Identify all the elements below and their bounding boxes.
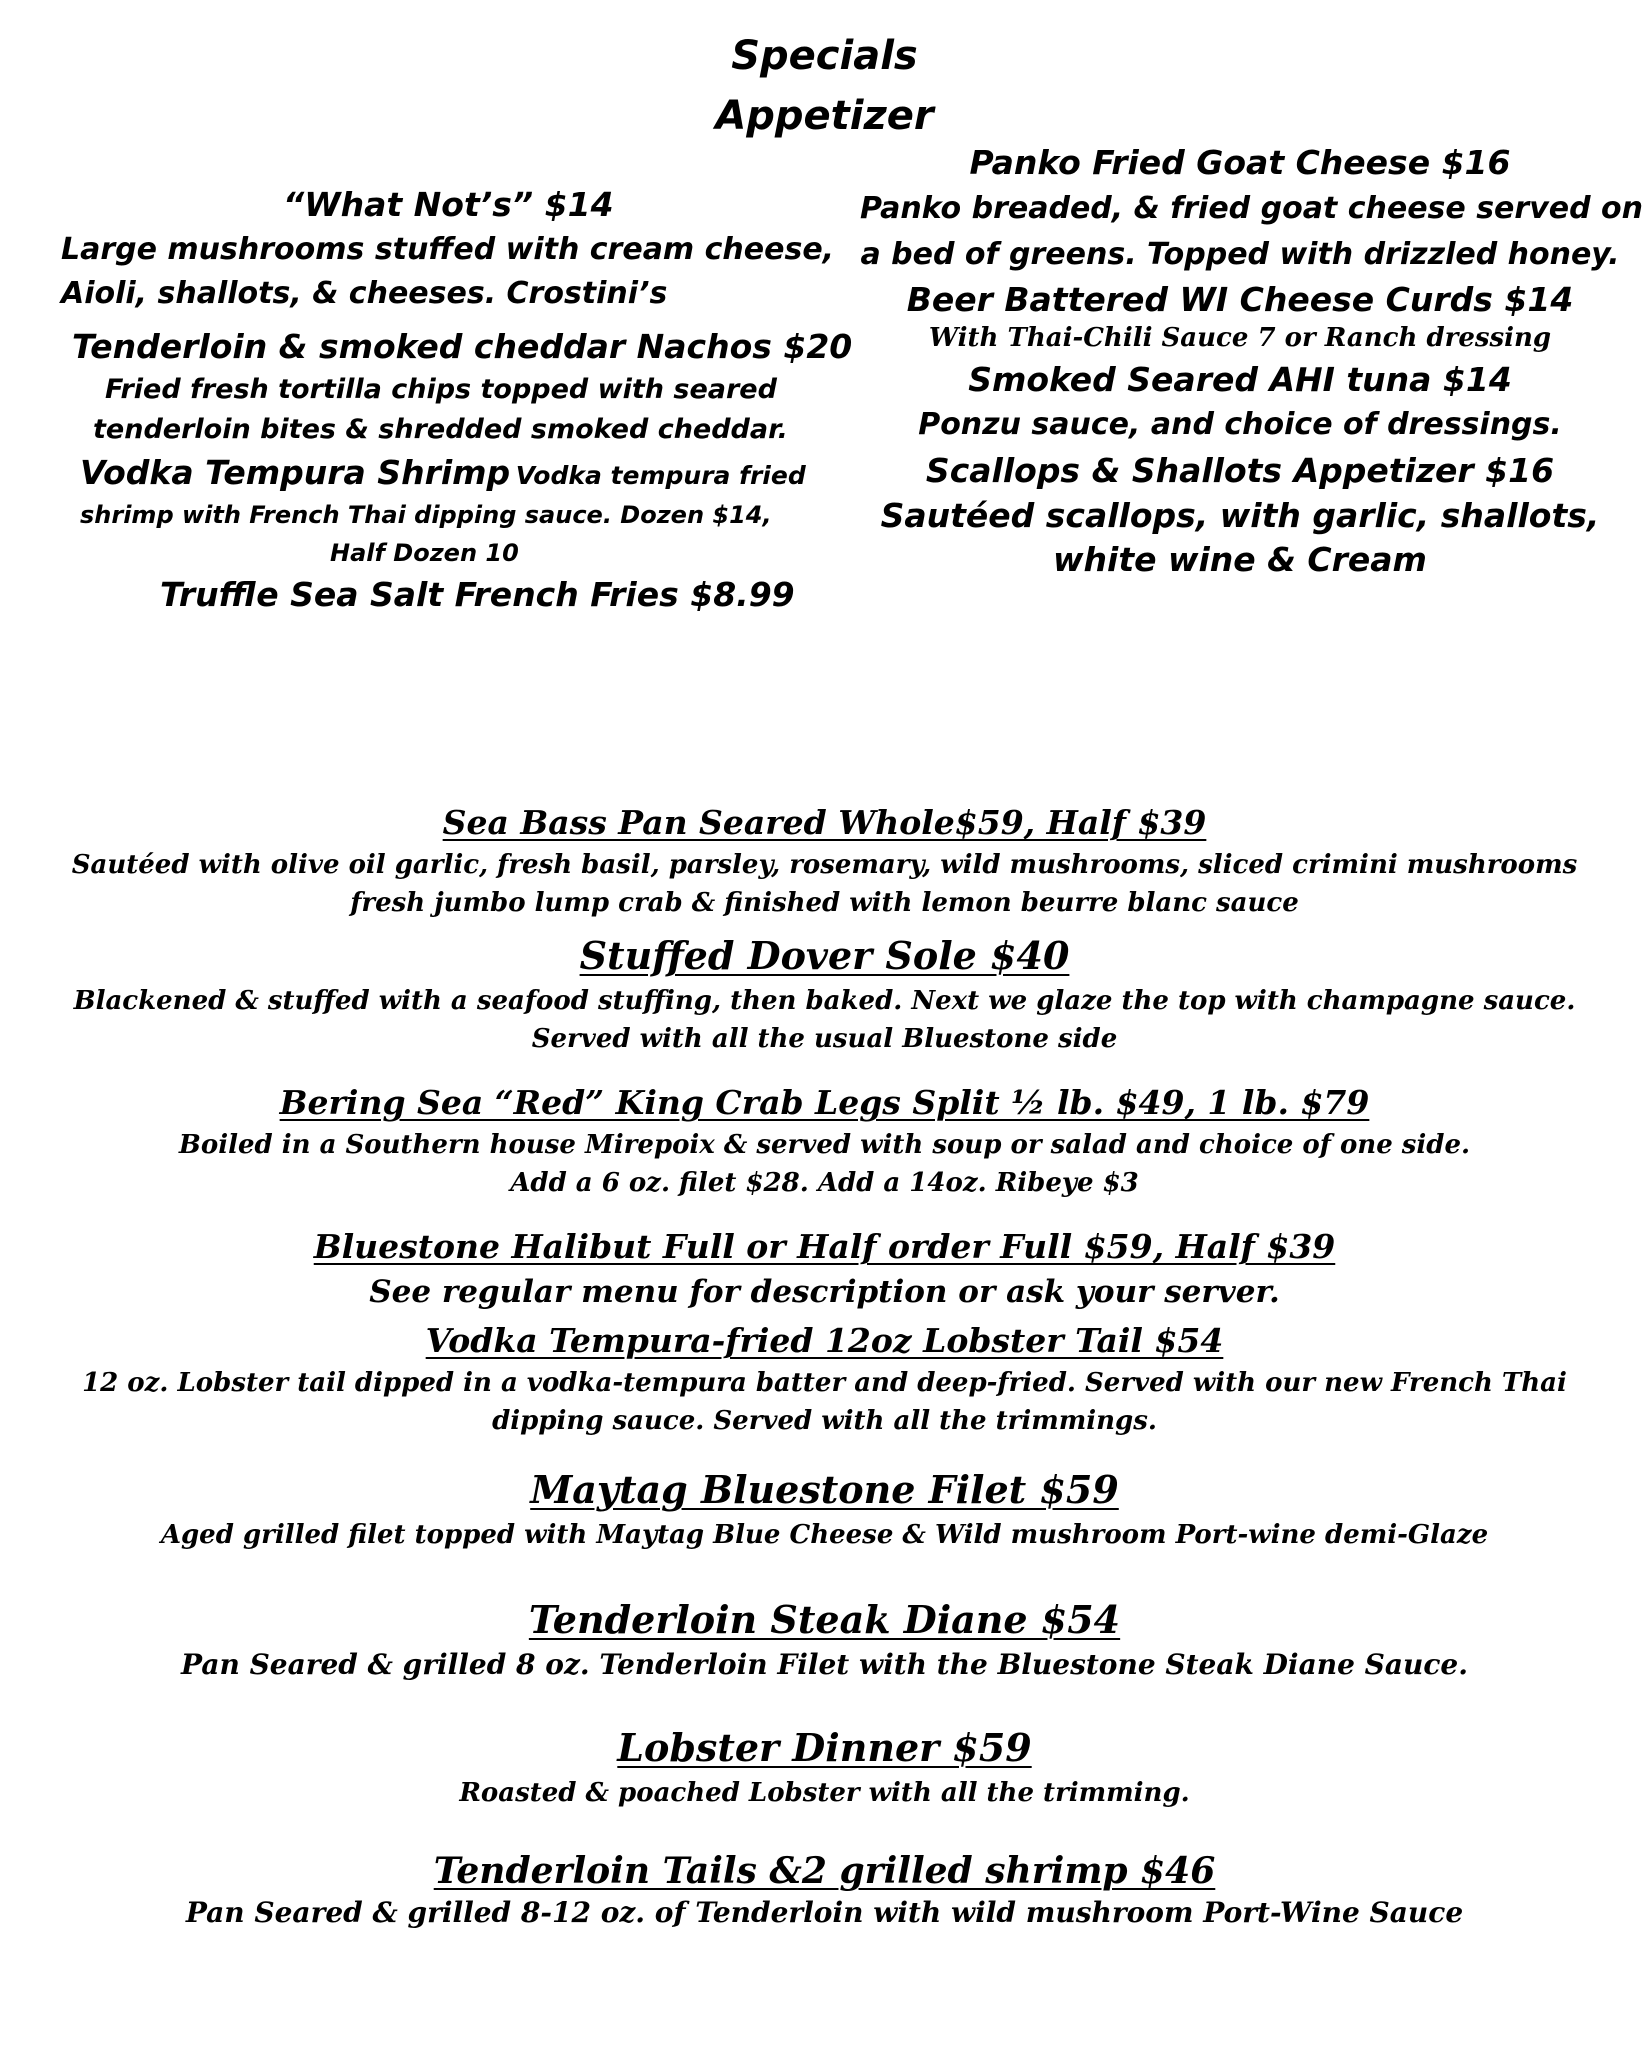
entree-item	[0, 1594, 1649, 1684]
entree-name: Tenderloin Steak Diane $54	[528, 1597, 1121, 1642]
entree-desc: Boiled in a Southern house Mirepoix & served with soup or salad and choice of one side.	[178, 1130, 1471, 1160]
entree-desc: Roasted & poached Lobster with all the trimming.	[459, 1778, 1190, 1808]
appetizer-desc: Fried fresh tortilla chips topped with seared	[105, 374, 777, 405]
entree-desc: Served with all the usual Bluestone side	[531, 1024, 1118, 1054]
section-title-appetizer: Appetizer	[715, 93, 934, 139]
appetizer-item	[40, 572, 840, 618]
appetizer-name: Smoked Seared AHI tuna $14	[968, 360, 1512, 399]
appetizer-desc: Half Dozen 10	[330, 539, 519, 567]
appetizer-name: Tenderloin & smoked cheddar Nachos $20	[72, 327, 853, 366]
appetizer-desc: a bed of greens. Topped with drizzled honey.	[860, 237, 1620, 272]
appetizer-item	[860, 140, 1643, 278]
entree-desc: See regular menu for description or ask your server.	[369, 1274, 1280, 1310]
entree-item	[0, 1722, 1649, 1812]
appetizer-desc: Vodka tempura fried	[515, 461, 806, 490]
entree-name: Bluestone Halibut Full or Half order Full $59, Half $39	[313, 1227, 1336, 1266]
appetizer-name: Scallops & Shallots Appetizer $16	[925, 451, 1555, 490]
appetizer-name: Panko Fried Goat Cheese $16	[969, 143, 1511, 182]
appetizer-desc: shrimp with French Thai dipping sauce. Dozen $14,	[80, 501, 772, 529]
appetizer-name: Vodka Tempura Shrimp	[80, 453, 511, 492]
appetizer-name: Truffle Sea Salt French Fries $8.99	[160, 575, 795, 614]
entree-item	[0, 800, 1649, 922]
entree-desc: Pan Seared & grilled 8-12 oz. of Tenderloin with wild mushroom Port-Wine Sauce	[185, 1896, 1464, 1929]
appetizer-item	[40, 450, 840, 572]
entree-item	[0, 930, 1649, 1058]
entree-desc: Pan Seared & grilled 8 oz. Tenderloin Filet with the Bluestone Steak Diane Sauce.	[181, 1648, 1468, 1681]
entree-name: Sea Bass Pan Seared Whole$59, Half $39	[442, 803, 1207, 842]
appetizer-desc: Panko breaded, & fried goat cheese served on	[860, 191, 1643, 226]
appetizer-desc: white wine & Cream	[1053, 540, 1427, 579]
appetizer-name: “What Not’s” $14	[283, 185, 614, 224]
appetizer-desc: Large mushrooms stuffed with cream cheese,	[61, 232, 835, 267]
appetizer-item	[860, 278, 1620, 354]
entree-desc: dipping sauce. Served with all the trimmings.	[492, 1406, 1157, 1436]
entree-desc: Sautéed with olive oil garlic, fresh basil, parsley, rosemary, wild mushrooms, sliced crimini mushrooms	[71, 850, 1578, 880]
entree-name: Maytag Bluestone Filet $59	[530, 1467, 1119, 1512]
entree-desc: Add a 6 oz. filet $28. Add a 14oz. Ribeye $3	[510, 1168, 1139, 1198]
entree-name: Lobster Dinner $59	[617, 1725, 1032, 1770]
entree-name: Tenderloin Tails &2 grilled shrimp $46	[433, 1850, 1216, 1892]
entree-name: Vodka Tempura-fried 12oz Lobster Tail $54	[425, 1321, 1224, 1360]
entree-desc: fresh jumbo lump crab & finished with lemon beurre blanc sauce	[350, 888, 1299, 918]
entree-desc: 12 oz. Lobster tail dipped in a vodka-tempura batter and deep-fried. Served with our new French Thai	[82, 1368, 1567, 1398]
entree-item	[0, 1080, 1649, 1202]
entree-name: Bering Sea “Red” King Crab Legs Split ½ lb. $49, 1 lb. $79	[279, 1083, 1370, 1122]
appetizer-desc: Aioli, shallots, & cheeses. Crostini’s	[61, 276, 668, 311]
entree-item	[0, 1848, 1649, 1932]
appetizer-item	[40, 182, 840, 316]
appetizer-desc: Ponzu sauce, and choice of dressings.	[918, 407, 1562, 442]
appetizer-item	[40, 324, 853, 450]
appetizers-right-column	[860, 140, 1643, 582]
entree-item	[0, 1318, 1649, 1440]
appetizer-desc: With Thai-Chili Sauce 7 or Ranch dressing	[928, 323, 1552, 353]
entree-specials	[0, 800, 1649, 1932]
entree-desc: Blackened & stuffed with a seafood stuffing, then baked. Next we glaze the top with champagne sauce.	[73, 986, 1576, 1016]
page-title: Specials	[731, 33, 918, 79]
appetizer-desc: tenderloin bites & shredded smoked cheddar.	[93, 414, 788, 445]
entree-item	[0, 1464, 1649, 1554]
appetizer-item	[860, 358, 1620, 448]
appetizer-name: Beer Battered WI Cheese Curds $14	[906, 280, 1574, 319]
entree-desc: Aged grilled filet topped with Maytag Blue Cheese & Wild mushroom Port-wine demi-Glaze	[160, 1520, 1489, 1550]
entree-name: Stuffed Dover Sole $40	[579, 933, 1070, 978]
appetizers-left-column	[40, 182, 853, 618]
appetizer-item	[860, 448, 1620, 582]
entree-item	[0, 1224, 1649, 1314]
appetizer-desc: Sautéed scallops, with garlic, shallots,	[880, 496, 1600, 535]
